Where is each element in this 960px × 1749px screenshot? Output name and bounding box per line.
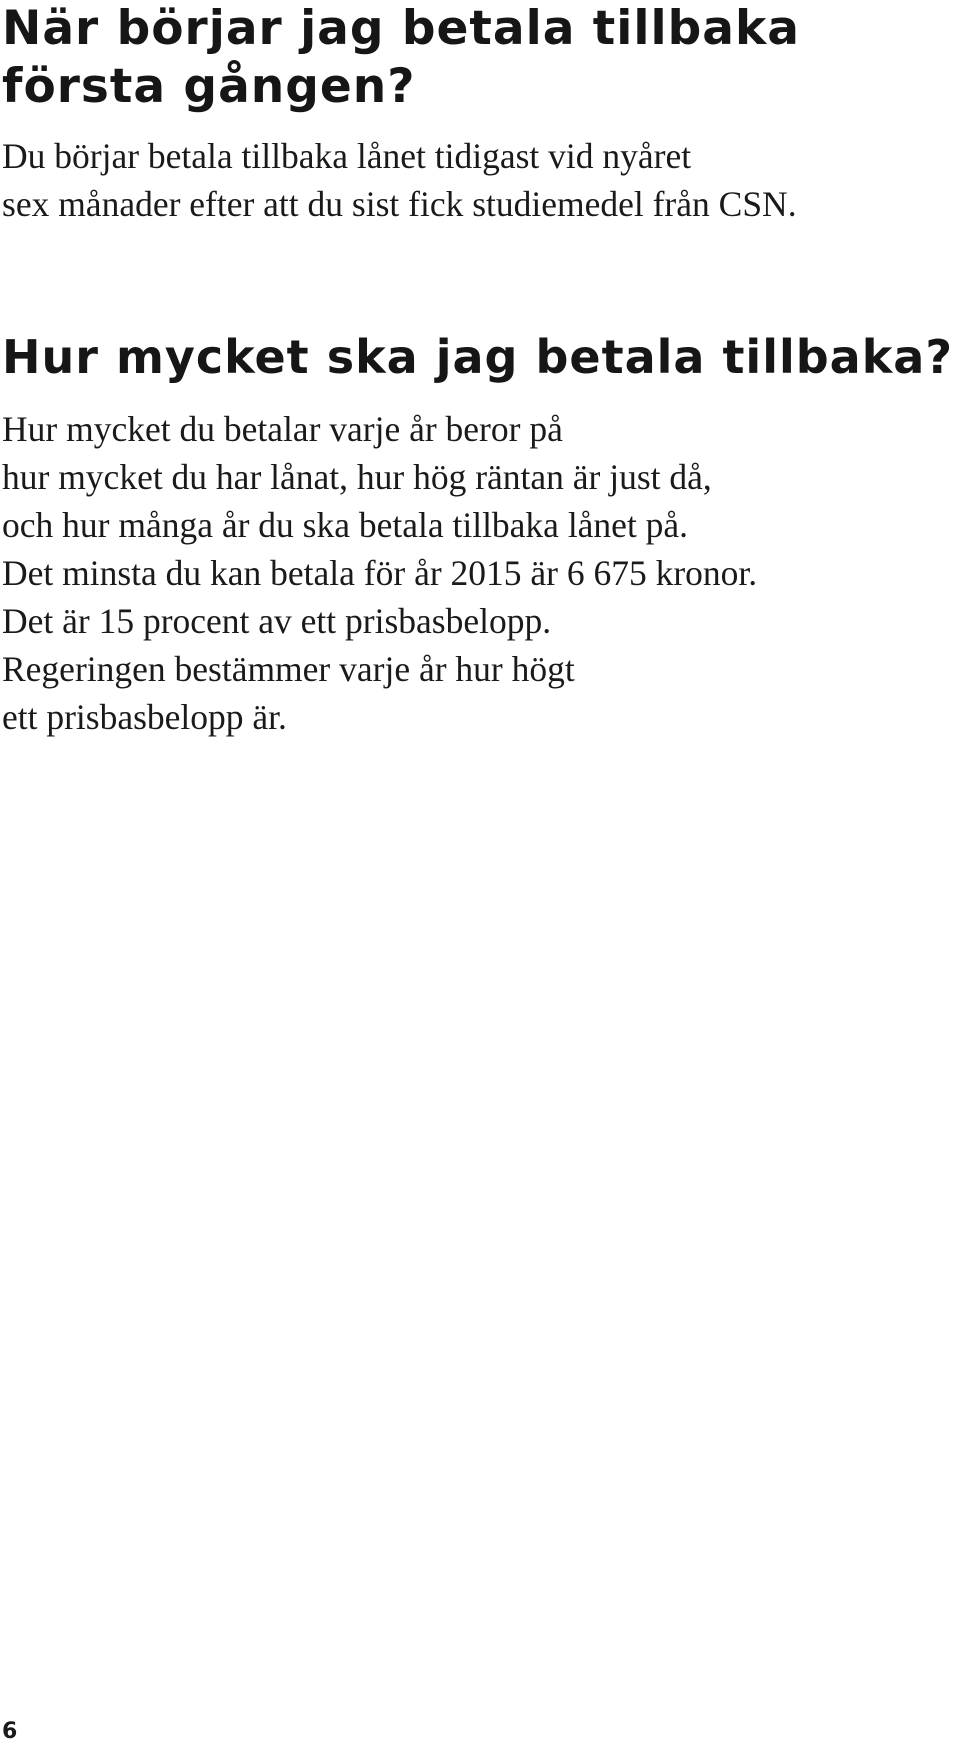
paragraph-line: Du börjar betala tillbaka lånet tidigast vid nyåret <box>2 136 692 176</box>
intro-paragraph <box>2 132 952 228</box>
title-line-2: första gången? <box>2 59 416 114</box>
paragraph-line: hur mycket du har lånat, hur hög räntan är just då, <box>2 457 712 497</box>
paragraph-line: ett prisbasbelopp är. <box>2 697 287 737</box>
page-title <box>2 0 902 116</box>
title-line-1: När börjar jag betala tillbaka <box>2 1 800 56</box>
paragraph-line: Det minsta du kan betala för år 2015 är 6 675 kronor. <box>2 553 758 593</box>
page-number: 6 <box>2 1719 18 1744</box>
paragraph-line: Hur mycket du betalar varje år beror på <box>2 409 563 449</box>
paragraph-line: och hur många år du ska betala tillbaka lånet på. <box>2 505 689 545</box>
paragraph-line: Regeringen bestämmer varje år hur högt <box>2 649 575 689</box>
repayment-paragraph <box>2 405 952 741</box>
paragraph-line: sex månader efter att du sist fick studiemedel från CSN. <box>2 184 797 224</box>
section-heading: Hur mycket ska jag betala tillbaka? <box>2 330 954 384</box>
paragraph-line: Det är 15 procent av ett prisbasbelopp. <box>2 601 552 641</box>
